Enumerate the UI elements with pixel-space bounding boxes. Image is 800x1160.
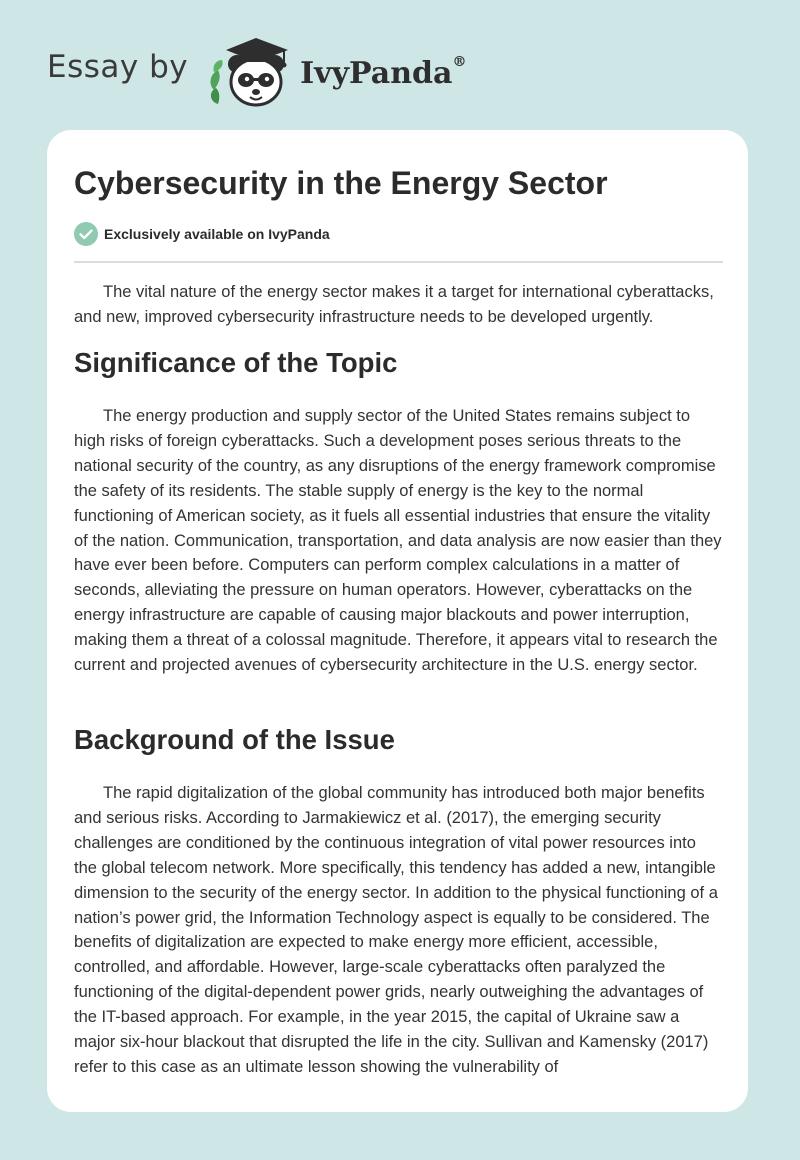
essay-card — [47, 130, 748, 1112]
registered-mark: ® — [452, 53, 467, 70]
title-divider — [74, 261, 723, 263]
section-body-significance: The energy production and supply sector of the United States remains subject to high risks of foreign cyberattacks. Such a development poses serious threats to the national security of the country, as any disruptions of the energy framework compromise the safety of its residents. The stable supply of energy is the key to the normal functioning of American society, as it fuels all essential industries that ensure the vitality of the nation. Communication, transportation, and data analysis are now easier than they have ever been before. Computers can perform complex calculations in a matter of seconds, alleviating the pressure on human operators. However, cyberattacks on the energy infrastructure are capable of causing major blackouts and power interruption, making them a threat of a colossal magnitude. Therefore, it appears vital to research the current and projected avenues of cybersecurity architecture in the U.S. energy sector. — [74, 407, 722, 675]
section-heading-significance: Significance of the Topic — [74, 347, 398, 378]
ivypanda-wordmark[interactable]: IvyPanda® — [300, 53, 467, 91]
essay-title: Cybersecurity in the Energy Sector — [74, 165, 608, 201]
essay-by-label: Essay by — [47, 49, 189, 85]
ivypanda-panda-logo-icon[interactable] — [204, 30, 296, 110]
check-circle-icon — [74, 222, 98, 246]
site-header — [47, 30, 466, 110]
exclusive-badge — [74, 222, 330, 246]
section-body-background: The rapid digitalization of the global community has introduced both major benefits and serious risks. According to Jarmakiewicz et al. (2017), the emerging security challenges are conditioned by the continuous integration of vital power resources into the global telecom network. More specifically, this tendency has added a new, intangible dimension to the security of the energy sector. In addition to the physical functioning of a nation’s power grid, the Information Technology aspect is equally to be considered. The benefits of digitalization are expected to make energy more efficient, accessible, controlled, and affordable. However, large-scale cyberattacks often paralyzed the functioning of the digital-dependent power grids, nearly outweighing the advantages of the IT-based approach. For example, in the year 2015, the capital of Ukraine saw a major six-hour blackout that disrupted the life in the city. Sullivan and Kamensky (2017) refer to this case as an ultimate lesson showing the vulnerability of — [74, 784, 718, 1076]
section-heading-background: Background of the Issue — [74, 724, 395, 755]
intro-paragraph: The vital nature of the energy sector makes it a target for international cyberattacks, and new, improved cybersecurity infrastructure needs to be developed urgently. — [74, 283, 714, 326]
exclusive-label: Exclusively available on IvyPanda — [104, 226, 330, 242]
